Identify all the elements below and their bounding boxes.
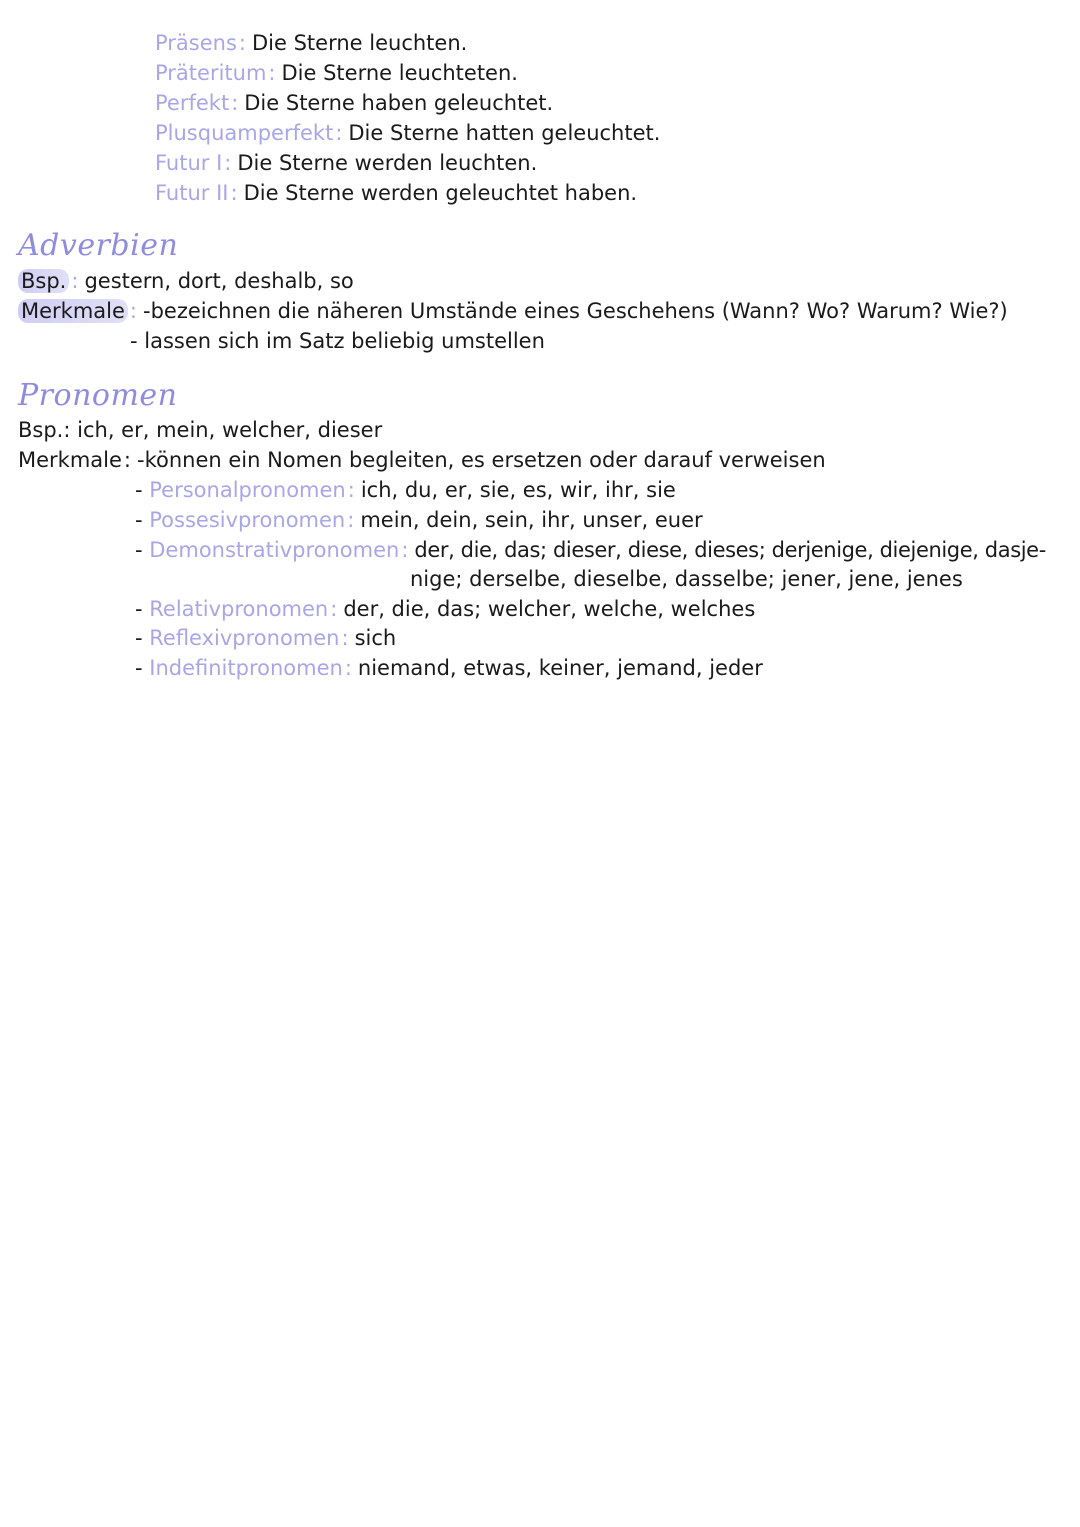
tense-line-futur-1: Futur I: Die Sterne werden leuchten. xyxy=(155,151,538,175)
pronomen-type-examples: mein, dein, sein, ihr, unser, euer xyxy=(360,508,703,532)
tense-example: Die Sterne werden leuchten. xyxy=(237,151,538,175)
pronomen-type-label: Demonstrativpronomen xyxy=(149,538,400,562)
tense-line-praesens: Präsens: Die Sterne leuchten. xyxy=(155,31,468,55)
pronomen-type-reflexiv: - Reflexivpronomen: sich xyxy=(135,626,397,650)
tense-line-perfekt: Perfekt: Die Sterne haben geleuchtet. xyxy=(155,91,554,115)
tense-label: Präteritum xyxy=(155,61,267,85)
section-heading-pronomen: Pronomen xyxy=(18,378,178,413)
pronomen-type-examples: der, die, das; welcher, welche, welches xyxy=(343,597,756,621)
pronomen-type-label: Indefinitpronomen xyxy=(149,656,343,680)
pronomen-type-indefinit: - Indefinitpronomen: niemand, etwas, keiner, jemand, jeder xyxy=(135,656,763,680)
tense-example: Die Sterne haben geleuchtet. xyxy=(244,91,554,115)
pronomen-merkmale-line: Merkmale: -können ein Nomen begleiten, es ersetzen oder darauf verweisen xyxy=(18,448,826,472)
merkmal-text: -können ein Nomen begleiten, es ersetzen oder darauf verweisen xyxy=(137,448,826,472)
pronomen-type-relativ: - Relativpronomen: der, die, das; welcher, welche, welches xyxy=(135,597,756,621)
pronomen-bsp-line xyxy=(18,415,382,445)
pronomen-type-examples: ich, du, er, sie, es, wir, ihr, sie xyxy=(360,478,676,502)
pronomen-type-label: Personalpronomen xyxy=(149,478,346,502)
merkmal-text: -bezeichnen die näheren Umstände eines Geschehens (Wann? Wo? Warum? Wie?) xyxy=(143,299,1008,323)
merkmale-label: Merkmale xyxy=(18,299,128,323)
adverbien-merkmal-2: - lassen sich im Satz beliebig umstellen xyxy=(130,329,545,353)
tense-label: Futur I xyxy=(155,151,223,175)
tense-example: Die Sterne leuchteten. xyxy=(281,61,518,85)
bsp-label: Bsp.: xyxy=(18,418,71,442)
pronomen-type-demonstrativ: - Demonstrativpronomen: der, die, das; dieser, diese, dieses; derjenige, diejenige, dasje- xyxy=(135,538,1046,562)
pronomen-type-personal: - Personalpronomen: ich, du, er, sie, es, wir, ihr, sie xyxy=(135,478,676,502)
tense-label: Präsens xyxy=(155,31,237,55)
tense-example: Die Sterne werden geleuchtet haben. xyxy=(243,181,638,205)
pronomen-type-examples: niemand, etwas, keiner, jemand, jeder xyxy=(357,656,763,680)
tense-line-plusquamperfekt: Plusquamperfekt: Die Sterne hatten geleuchtet. xyxy=(155,121,661,145)
merkmale-label: Merkmale xyxy=(18,448,122,472)
bsp-text: ich, er, mein, welcher, dieser xyxy=(77,418,383,442)
tense-example: Die Sterne hatten geleuchtet. xyxy=(348,121,661,145)
pronomen-type-demonstrativ-cont: nige; derselbe, dieselbe, dasselbe; jener, jene, jenes xyxy=(410,567,963,591)
bsp-text: gestern, dort, deshalb, so xyxy=(84,269,354,293)
tense-line-praeteritum: Präteritum: Die Sterne leuchteten. xyxy=(155,61,518,85)
pronomen-type-label: Possesivpronomen xyxy=(149,508,346,532)
tense-line-futur-2: Futur II: Die Sterne werden geleuchtet haben. xyxy=(155,181,638,205)
adverbien-bsp-line: Bsp. : gestern, dort, deshalb, so xyxy=(18,266,354,296)
pronomen-type-examples: sich xyxy=(354,626,397,650)
tense-example: Die Sterne leuchten. xyxy=(252,31,468,55)
section-heading-adverbien: Adverbien xyxy=(18,228,179,263)
tense-label: Futur II xyxy=(155,181,229,205)
pronomen-type-examples: der, die, das; dieser, diese, dieses; derjenige, diejenige, dasje- xyxy=(414,538,1046,562)
tense-label: Perfekt xyxy=(155,91,230,115)
adverbien-merkmale-line: Merkmale : -bezeichnen die näheren Umstände eines Geschehens (Wann? Wo? Warum? Wie?) xyxy=(18,296,1008,326)
bsp-label: Bsp. xyxy=(18,269,69,293)
pronomen-type-label: Reflexivpronomen xyxy=(149,626,340,650)
tense-label: Plusquamperfekt xyxy=(155,121,334,145)
pronomen-type-possessiv: - Possesivpronomen: mein, dein, sein, ihr, unser, euer xyxy=(135,508,703,532)
pronomen-type-label: Relativpronomen xyxy=(149,597,329,621)
